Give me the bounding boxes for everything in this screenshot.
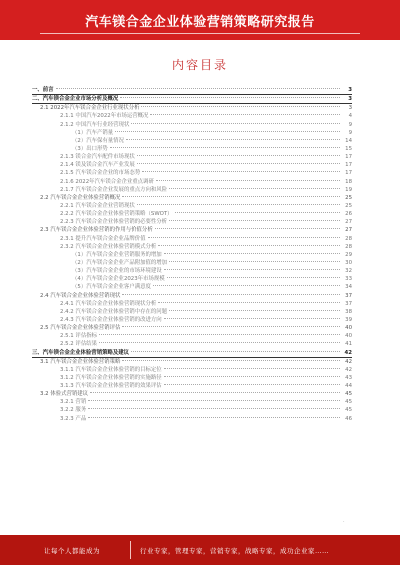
toc-entry[interactable] xyxy=(32,161,352,169)
toc-leader-dots xyxy=(122,360,340,361)
toc-leader-dots xyxy=(164,253,340,254)
toc-entry[interactable] xyxy=(32,300,352,308)
toc-entry[interactable] xyxy=(32,169,352,177)
toc-page-number: 29 xyxy=(345,251,352,258)
toc-entry-text: （1）汽车镁合金企业营销服务的增加 xyxy=(72,251,162,258)
footer-banner xyxy=(0,535,400,565)
toc-leader-dots xyxy=(99,342,340,343)
toc-entry[interactable] xyxy=(32,194,352,202)
footer-tagline: 行业专家，管理专家，营销专家，战略专家，成功企业家…… xyxy=(140,547,329,555)
toc-leader-dots xyxy=(164,368,340,369)
toc-leader-dots xyxy=(153,285,340,286)
toc-entry-text: 2.4 汽车镁合金企业体验营销现状 xyxy=(40,292,121,299)
toc-leader-dots xyxy=(158,245,340,246)
toc-entry[interactable] xyxy=(32,86,352,95)
toc-page-number: 30 xyxy=(345,259,352,266)
toc-entry-text: 一、前言 xyxy=(32,87,54,93)
toc-leader-dots xyxy=(150,114,340,115)
toc-page-number: 25 xyxy=(345,194,352,201)
toc-entry[interactable] xyxy=(32,366,352,374)
toc-leader-dots xyxy=(88,417,340,418)
toc-leader-dots xyxy=(164,318,340,319)
toc-entry[interactable] xyxy=(32,104,352,112)
toc-entry-text: （2）汽车保有量情况 xyxy=(72,137,124,144)
toc-entry[interactable] xyxy=(32,243,352,251)
toc-page-number: 42 xyxy=(345,358,352,365)
toc-entry-text: 2.2.2 汽车镁合金企业体验营销策略（SWOT） xyxy=(60,211,173,218)
toc-entry[interactable] xyxy=(32,112,352,120)
toc-page-number: 45 xyxy=(345,391,352,398)
toc-leader-dots xyxy=(126,139,340,140)
toc-entry-text: （3）出口形势 xyxy=(72,145,108,152)
toc-leader-dots xyxy=(164,376,340,377)
toc-entry-text: 3.1 汽车镁合金企业体验营销策略 xyxy=(40,358,121,365)
toc-entry[interactable] xyxy=(32,340,352,348)
toc-page-number: 38 xyxy=(345,308,352,315)
toc-page-number: 37 xyxy=(345,300,352,307)
toc-leader-dots xyxy=(122,294,340,295)
toc-leader-dots xyxy=(88,400,340,401)
toc-entry[interactable] xyxy=(32,121,352,129)
toc-leader-dots xyxy=(142,171,340,172)
toc-entry-text: 3.2.3 产品 xyxy=(60,415,87,422)
toc-leader-dots xyxy=(56,88,340,89)
toc-leader-dots xyxy=(141,106,340,107)
toc-page-number: 34 xyxy=(345,284,352,291)
toc-entry-text: 2.3.1 提升汽车镁合金企业品牌价值 xyxy=(60,235,146,242)
toc-page-number: 27 xyxy=(345,227,352,234)
toc-leader-dots xyxy=(164,269,340,270)
toc-leader-dots xyxy=(110,147,340,148)
toc-entry-text: 2.5 汽车镁合金企业体验营销评估 xyxy=(40,325,121,332)
toc-page-number: 17 xyxy=(345,154,352,161)
toc-entry-text: 2.1.6 2022年汽车镁合金企业重点调研 xyxy=(60,178,154,185)
toc-page-number: 33 xyxy=(345,276,352,283)
toc-page-number: 17 xyxy=(345,162,352,169)
toc-page-number: 41 xyxy=(345,341,352,348)
toc-entry-text: 2.1.3 镁合金汽车配件市场现状 xyxy=(60,154,135,161)
table-of-contents xyxy=(32,86,352,423)
toc-page-number: 3 xyxy=(348,96,352,103)
toc-page-number: 19 xyxy=(345,186,352,193)
toc-leader-dots xyxy=(148,237,340,238)
toc-leader-dots xyxy=(169,188,340,189)
header-divider xyxy=(40,33,360,34)
report-title: 汽车镁合金企业体验营销策略研究报告 xyxy=(85,15,315,30)
toc-leader-dots xyxy=(167,277,340,278)
toc-leader-dots xyxy=(122,196,340,197)
toc-page-number: 17 xyxy=(345,170,352,177)
toc-page-number: 39 xyxy=(345,316,352,323)
toc-entry[interactable] xyxy=(32,137,352,145)
toc-page-number: 46 xyxy=(345,415,352,422)
toc-entry[interactable] xyxy=(32,358,352,366)
toc-leader-dots xyxy=(131,351,340,352)
toc-leader-dots xyxy=(137,204,340,205)
toc-entry-text: 2.1.4 镁及镁合金汽车产业发展 xyxy=(60,162,135,169)
toc-entry[interactable] xyxy=(32,292,352,300)
toc-entry-text: 2.4.3 汽车镁合金企业体验营销的改进方向 xyxy=(60,316,162,323)
toc-entry-text: （5）汽车镁合金企业客户满意度 xyxy=(72,284,151,291)
toc-page-number: 9 xyxy=(348,121,352,128)
toc-leader-dots xyxy=(99,334,340,335)
toc-leader-dots xyxy=(88,408,340,409)
toc-entry[interactable] xyxy=(32,382,352,390)
toc-leader-dots xyxy=(164,384,340,385)
footer-divider xyxy=(130,541,131,559)
toc-page-number: 3 xyxy=(348,87,352,93)
toc-entry-text: 2.1 2022年汽车镁合金企业行业现状分析 xyxy=(40,105,140,112)
toc-entry-text: （3）汽车镁合金企业的市场环境建设 xyxy=(72,268,162,275)
toc-page-number: 28 xyxy=(345,243,352,250)
toc-entry-text: 3.2 体验式营销建议 xyxy=(40,391,89,398)
toc-page-number: 45 xyxy=(345,407,352,414)
toc-entry[interactable] xyxy=(32,178,352,186)
toc-page-number: 40 xyxy=(345,333,352,340)
toc-page-number: 3 xyxy=(348,105,352,112)
toc-entry-text: 2.1.7 汽车镁合金企业发展的重点方向和风险 xyxy=(60,186,168,193)
toc-entry[interactable] xyxy=(32,259,352,267)
toc-leader-dots xyxy=(158,302,340,303)
toc-entry[interactable] xyxy=(32,308,352,316)
toc-entry-text: 2.1.1 中国汽车2022年市场运营概况 xyxy=(60,113,149,120)
toc-leader-dots xyxy=(120,97,340,98)
toc-entry[interactable] xyxy=(32,95,352,104)
toc-page-number: 18 xyxy=(345,178,352,185)
toc-heading: 内容目录 xyxy=(171,58,228,72)
toc-entry-text: 2.3 汽车镁合金企业体验营销的作用与价值分析 xyxy=(40,227,153,234)
toc-entry[interactable] xyxy=(32,283,352,291)
toc-entry-text: 3.2.1 营销 xyxy=(60,399,87,406)
toc-entry[interactable] xyxy=(32,398,352,406)
toc-entry[interactable] xyxy=(32,251,352,259)
toc-page-number: 9 xyxy=(348,129,352,136)
toc-page-number: 37 xyxy=(345,292,352,299)
toc-page-number: 43 xyxy=(345,374,352,381)
toc-entry-text: （2）汽车镁合金企业产品附加值的增加 xyxy=(72,259,168,266)
toc-entry[interactable] xyxy=(32,332,352,340)
toc-entry[interactable] xyxy=(32,210,352,218)
toc-page-number: 45 xyxy=(345,399,352,406)
toc-page-number: 25 xyxy=(345,202,352,209)
toc-page-number: 44 xyxy=(345,383,352,390)
toc-entry[interactable] xyxy=(32,275,352,283)
toc-entry-text: 2.2.1 汽车镁合金企业营销现状 xyxy=(60,202,135,209)
toc-entry-text: 2.4.2 汽车镁合金企业体验营销中存在的问题 xyxy=(60,308,168,315)
toc-entry[interactable] xyxy=(32,324,352,332)
toc-page-number: 4 xyxy=(348,113,352,120)
toc-entry[interactable] xyxy=(32,374,352,382)
toc-entry-text: 2.5.1 评估指标 xyxy=(60,333,97,340)
page-marker: · xyxy=(343,519,345,525)
toc-entry[interactable] xyxy=(32,406,352,414)
toc-page-number: 28 xyxy=(345,235,352,242)
toc-page-number: 40 xyxy=(345,325,352,332)
toc-page-number: 14 xyxy=(345,137,352,144)
footer-slogan: 让每个人都能成为 xyxy=(44,547,100,555)
toc-entry-text: 2.2 汽车镁合金企业体验营销概况 xyxy=(40,194,121,201)
toc-entry[interactable] xyxy=(32,267,352,275)
toc-entry[interactable] xyxy=(32,186,352,194)
toc-entry[interactable] xyxy=(32,235,352,243)
toc-leader-dots xyxy=(115,131,340,132)
toc-page-number: 42 xyxy=(345,366,352,373)
toc-entry[interactable] xyxy=(32,390,352,398)
toc-leader-dots xyxy=(90,392,340,393)
toc-entry[interactable] xyxy=(32,415,352,423)
toc-leader-dots xyxy=(122,326,340,327)
toc-entry-text: 三、汽车镁合金企业体验营销策略及建议 xyxy=(32,349,130,356)
toc-leader-dots xyxy=(169,310,340,311)
toc-entry-text: （1）汽车产销量 xyxy=(72,129,114,136)
toc-entry[interactable] xyxy=(32,226,352,234)
toc-entry[interactable] xyxy=(32,129,352,137)
toc-leader-dots xyxy=(156,180,340,181)
toc-entry-text: 2.2.3 汽车镁合金企业体验营销的必要性分析 xyxy=(60,219,168,226)
toc-entry-text: 2.5.2 评估结果 xyxy=(60,341,97,348)
toc-leader-dots xyxy=(169,220,340,221)
toc-entry-text: 2.1.2 中国汽车行业经营现状 xyxy=(60,121,130,128)
toc-entry[interactable] xyxy=(32,153,352,161)
toc-entry[interactable] xyxy=(32,202,352,210)
toc-leader-dots xyxy=(131,123,340,124)
toc-leader-dots xyxy=(169,261,340,262)
toc-page-number: 15 xyxy=(345,145,352,152)
toc-entry-text: （4）汽车镁合金企业2023年市场规模 xyxy=(72,276,165,283)
toc-entry-text: 3.1.2 汽车镁合金企业体验营销的实施路径 xyxy=(60,374,162,381)
toc-page-number: 42 xyxy=(344,349,352,356)
toc-leader-dots xyxy=(137,163,340,164)
toc-page-number: 32 xyxy=(345,268,352,275)
toc-entry-text: 2.1.5 汽车镁合金企业的市场态势 xyxy=(60,170,141,177)
toc-entry-text: 2.4.1 汽车镁合金企业体验营销现状分析 xyxy=(60,300,157,307)
toc-page-number: 26 xyxy=(345,211,352,218)
report-header xyxy=(0,0,400,40)
toc-entry[interactable] xyxy=(32,316,352,324)
toc-entry-text: 2.3.2 汽车镁合金企业体验营销模式分析 xyxy=(60,243,157,250)
toc-leader-dots xyxy=(155,228,340,229)
toc-entry-text: 二、汽车镁合金企业市场分析及概况 xyxy=(32,96,119,103)
toc-entry-text: 3.1.1 汽车镁合金企业体验营销的目标定位 xyxy=(60,366,162,373)
toc-page-number: 27 xyxy=(345,219,352,226)
toc-entry-text: 3.1.3 汽车镁合金企业体验营销的效果评估 xyxy=(60,383,162,390)
toc-entry[interactable] xyxy=(32,349,352,358)
toc-leader-dots xyxy=(137,155,340,156)
toc-entry[interactable] xyxy=(32,218,352,226)
toc-entry[interactable] xyxy=(32,145,352,153)
toc-leader-dots xyxy=(175,212,340,213)
toc-entry-text: 3.2.2 服务 xyxy=(60,407,87,414)
